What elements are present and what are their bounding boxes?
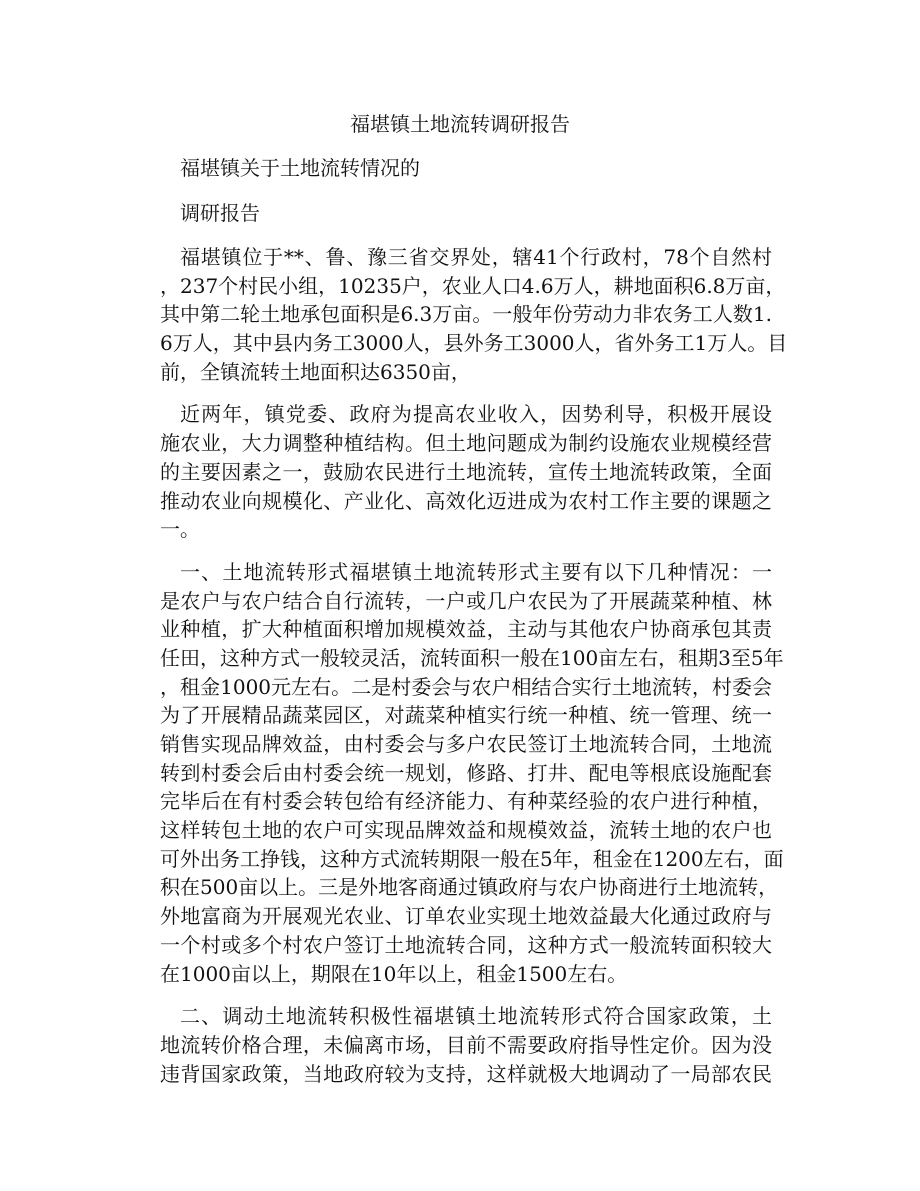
paragraph-section-2 [160,1002,772,1088]
text-line: 转到村委会后由村委会统一规划，修路、打井、配电等根底设施配套 [160,760,772,785]
text-line: ，租金1000元左右。二是村委会与农户相结合实行土地流转，村委会 [160,674,772,699]
text-line: 一、土地流转形式福堪镇土地流转形式主要有以下几种情况：一 [180,559,772,584]
text-line: 前，全镇流转土地面积达6350亩， [160,359,471,384]
text-line: 业种植，扩大种植面积增加规模效益，主动与其他农户协商承包其责 [160,617,772,642]
text-line: 为了开展精品蔬菜园区，对蔬菜种植实行统一种植、统一管理、统一 [160,703,772,728]
text-line: 一个村或多个村农户签订土地流转合同，这种方式一般流转面积较大 [160,932,772,957]
text-line: 这样转包土地的农户可实现品牌效益和规模效益，流转土地的农户也 [160,818,772,843]
text-line: 的主要因素之一，鼓励农民进行土地流转，宣传土地流转政策，全面 [160,459,772,484]
document-title: 福堪镇土地流转调研报告 [350,112,570,136]
text-line: 近两年，镇党委、政府为提高农业收入，因势利导，积极开展设 [180,402,772,427]
text-line: 是农户与农户结合自行流转，一户或几户农民为了开展蔬菜种植、林 [160,588,772,613]
subtitle-line-1: 福堪镇关于土地流转情况的 [180,156,420,180]
text-line: 外地富商为开展观光农业、订单农业实现土地效益最大化通过政府与 [160,904,772,929]
paragraph-section-1 [160,558,784,988]
document-body [160,243,788,1102]
text-line: 福堪镇位于**、鲁、豫三省交界处，辖41个行政村，78个自然村 [180,245,772,269]
text-line: 推动农业向规模化、产业化、高效化迈进成为农村工作主要的课题之 [160,488,772,513]
text-line: 完毕后在有村委会转包给有经济能力、有种菜经验的农户进行种植， [160,789,772,814]
text-line: 其中第二轮土地承包面积是6.3万亩。一般年份劳动力非农务工人数1. [160,302,772,327]
text-line: 6万人，其中县内务工3000人，县外务工3000人，省外务工1万人。目 [160,331,788,356]
text-line: 地流转价格合理，未偏离市场，目前不需要政府指导性定价。因为没 [160,1032,772,1057]
text-line: 施农业，大力调整种植结构。但土地问题成为制约设施农业规模经营 [160,431,772,456]
text-line: 在1000亩以上，期限在10年以上，租金1500左右。 [160,961,628,986]
text-line: 一。 [160,517,200,542]
text-line: 违背国家政策，当地政府较为支持，这样就极大地调动了一局部农民 [160,1061,772,1086]
text-line: ，237个村民小组，10235户，农业人口4.6万人，耕地面积6.8万亩， [160,273,786,298]
paragraph-background [160,400,772,543]
text-line: 二、调动土地流转积极性福堪镇土地流转形式符合国家政策，土 [180,1004,772,1029]
paragraph-overview [160,243,788,386]
text-line: 销售实现品牌效益，由村委会与多户农民签订土地流转合同，土地流 [160,732,772,756]
text-line: 可外出务工挣钱，这种方式流转期限一般在5年，租金在1200左右，面 [160,846,784,871]
text-line: 任田，这种方式一般较灵活，流转面积一般在100亩左右，租期3至5年 [160,645,784,670]
text-line: 积在500亩以上。三是外地客商通过镇政府与农户协商进行土地流转， [160,875,779,900]
subtitle-line-2: 调研报告 [180,201,260,225]
